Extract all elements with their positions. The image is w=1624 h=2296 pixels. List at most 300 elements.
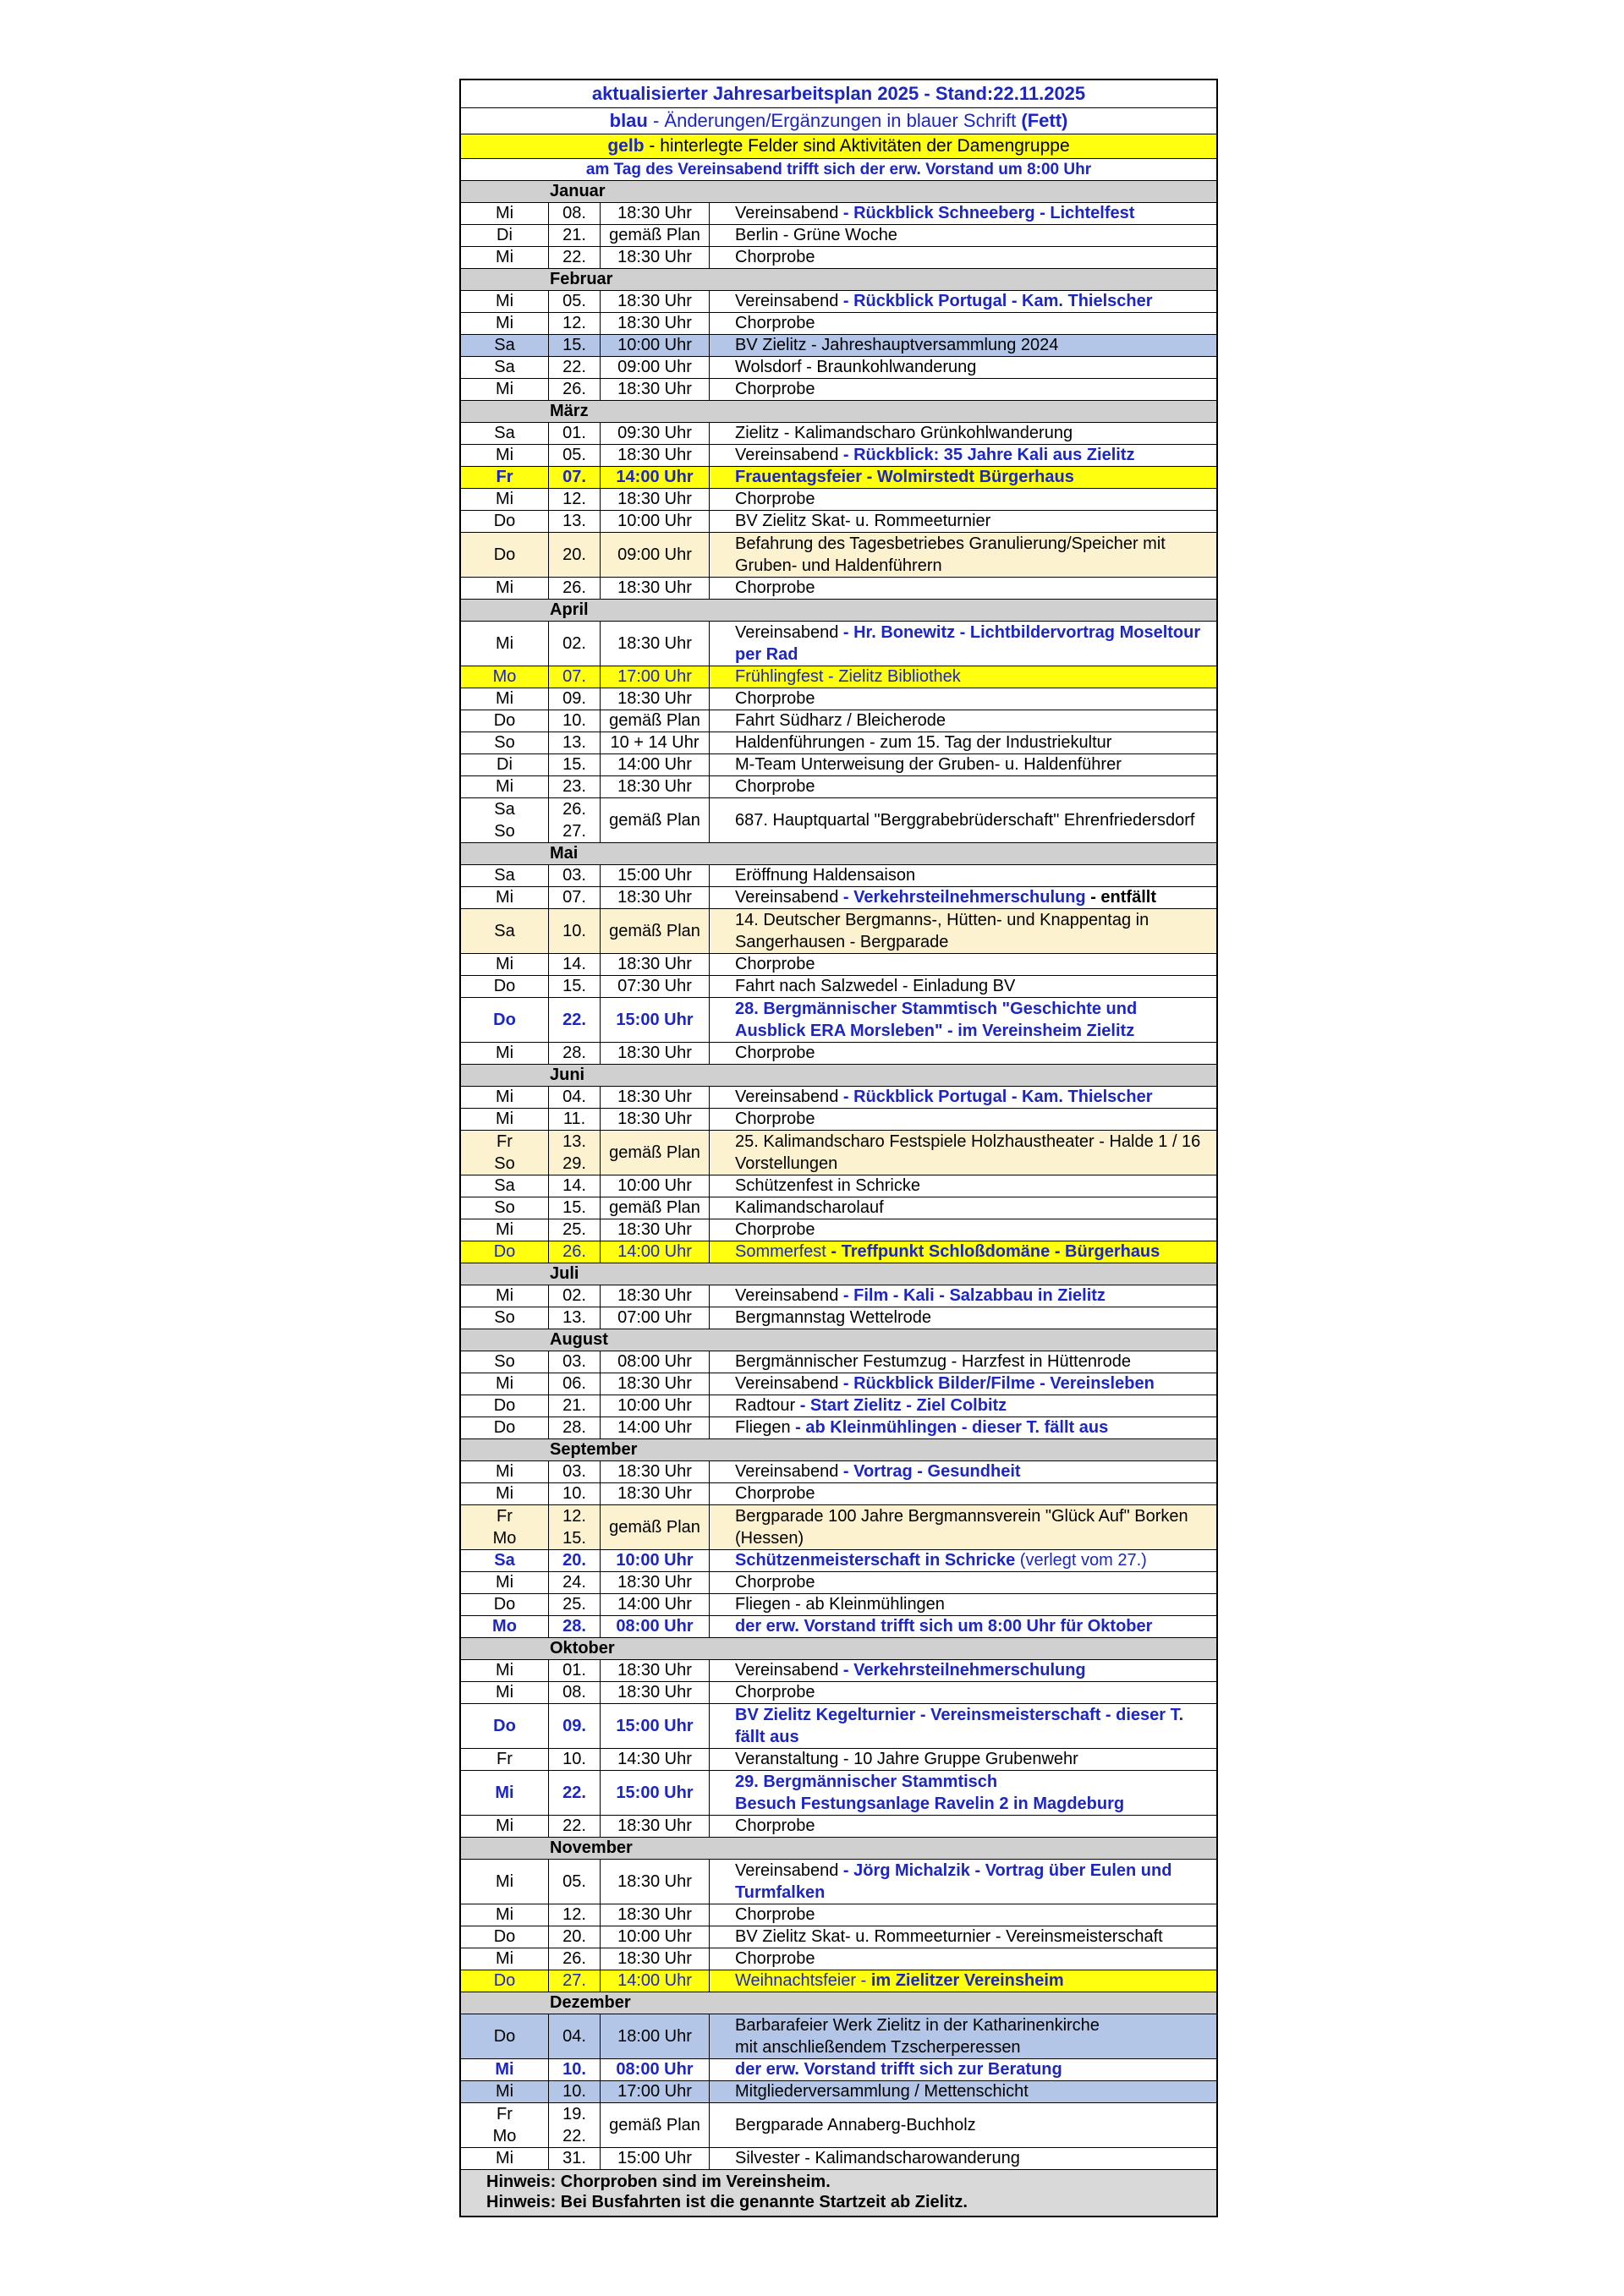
time-cell: 18:30 Uhr: [601, 1904, 710, 1926]
time-cell: 18:00 Uhr: [601, 2014, 710, 2058]
weekday-cell: Fr: [461, 1749, 549, 1770]
event-cell: [710, 1373, 1216, 1395]
weekday-cell: Mi: [461, 1904, 549, 1926]
time-cell: 18:30 Uhr: [601, 247, 710, 268]
vorstand-note: am Tag des Vereinsabend trifft sich der erw. Vorstand um 8:00 Uhr: [461, 159, 1216, 181]
time-cell: 09:30 Uhr: [601, 423, 710, 444]
month-label: Mai: [550, 844, 579, 863]
event-cell: 25. Kalimandscharo Festspiele Holzhaustheater - Halde 1 / 16 Vorstellungen: [735, 1132, 1201, 1173]
time-cell: 10:00 Uhr: [601, 1550, 710, 1571]
time-cell: 18:30 Uhr: [601, 1373, 710, 1395]
day-cell: 22.: [549, 1816, 601, 1837]
table-row: [461, 1087, 1216, 1109]
event-cell: Bergmannstag Wettelrode: [735, 1308, 931, 1327]
weekday-cell: Mi: [461, 379, 549, 400]
weekday-cell: Mi: [461, 1771, 549, 1815]
time-cell: 18:30 Uhr: [601, 1860, 710, 1904]
table-row: [461, 335, 1216, 357]
event-highlight: - Verkehrsteilnehmerschulung: [842, 888, 1086, 907]
table-row: [461, 2148, 1216, 2170]
day-cell: 20.: [549, 533, 601, 577]
event-cell: Fahrt nach Salzwedel - Einladung BV: [735, 977, 1016, 995]
time-cell: 18:30 Uhr: [601, 489, 710, 510]
time-cell: 18:30 Uhr: [601, 1087, 710, 1108]
event-cell: M-Team Unterweisung der Gruben- u. Haldenführer: [735, 755, 1122, 774]
time-cell: 14:30 Uhr: [601, 1749, 710, 1770]
event-cell: [710, 622, 1216, 666]
event-cell: Chorprobe: [735, 1683, 815, 1701]
day-cell: 25.: [549, 1219, 601, 1241]
table-row: [461, 1682, 1216, 1704]
event-cell: Bergparade Annaberg-Buchholz: [735, 2116, 976, 2134]
time-cell: 18:30 Uhr: [601, 1109, 710, 1130]
table-row: [461, 203, 1216, 225]
event-cell: BV Zielitz Kegelturnier - Vereinsmeisterschaft - dieser T. fällt aus: [735, 1706, 1184, 1746]
time-cell: 08:00 Uhr: [601, 2059, 710, 2080]
weekday-cell: [461, 798, 549, 842]
day-cell: 08.: [549, 203, 601, 224]
time-cell: 17:00 Uhr: [601, 2081, 710, 2102]
event-text: Vereinsabend: [735, 1462, 843, 1481]
table-row: [461, 2081, 1216, 2103]
event-cell: Chorprobe: [735, 248, 815, 266]
time-cell: 14:00 Uhr: [601, 1241, 710, 1263]
table-row: [461, 1395, 1216, 1417]
day-cell: 10.: [549, 1483, 601, 1504]
table-row: [461, 1660, 1216, 1682]
day-cell: 12.: [549, 313, 601, 334]
legend-blue-text: - Änderungen/Ergänzungen in blauer Schrift: [647, 110, 1022, 131]
day-cell: 10.: [549, 710, 601, 732]
time-cell: gemäß Plan: [601, 1505, 710, 1549]
weekday-start: Fr: [497, 2105, 513, 2123]
time-cell: 15:00 Uhr: [601, 865, 710, 886]
day-cell: 02.: [549, 622, 601, 666]
day-cell: 15.: [549, 976, 601, 997]
table-row: [461, 2059, 1216, 2081]
event-cell: Wolsdorf - Braunkohlwanderung: [735, 358, 977, 376]
table-row: [461, 467, 1216, 489]
day-cell: 14.: [549, 954, 601, 975]
month-label: September: [550, 1440, 638, 1459]
event-cell: Bergparade 100 Jahre Bergmannsverein "Glück Auf" Borken (Hessen): [735, 1507, 1188, 1548]
time-cell: 18:30 Uhr: [601, 622, 710, 666]
time-cell: 09:00 Uhr: [601, 533, 710, 577]
legend-blue: [461, 108, 1216, 134]
day-cell: 04.: [549, 1087, 601, 1108]
table-row: [461, 754, 1216, 776]
month-header: [461, 1638, 1216, 1660]
day-cell: 06.: [549, 1373, 601, 1395]
weekday-cell: Mi: [461, 887, 549, 908]
day-cell: 08.: [549, 1682, 601, 1703]
day-start: 26.: [562, 800, 586, 819]
day-cell: 10.: [549, 909, 601, 953]
day-cell: 01.: [549, 423, 601, 444]
weekday-cell: [461, 1131, 549, 1175]
day-cell: 26.: [549, 379, 601, 400]
day-cell: 26.: [549, 578, 601, 599]
event-text: Sommerfest: [735, 1242, 831, 1261]
time-cell: 14:00 Uhr: [601, 467, 710, 488]
day-cell: 10.: [549, 2059, 601, 2080]
weekday-start: Sa: [494, 800, 515, 819]
day-cell: 21.: [549, 225, 601, 246]
time-cell: 18:30 Uhr: [601, 1219, 710, 1241]
weekday-cell: Mi: [461, 489, 549, 510]
table-row: [461, 1417, 1216, 1439]
table-row: [461, 666, 1216, 688]
day-cell: 28.: [549, 1616, 601, 1637]
event-text: Vereinsabend: [735, 1374, 843, 1393]
table-row: [461, 865, 1216, 887]
event-highlight: im Zielitzer Vereinsheim: [870, 1971, 1064, 1990]
event-cell: Befahrung des Tagesbetriebes Granulierung/Speicher mit Gruben- und Haldenführern: [735, 534, 1166, 575]
day-cell: 21.: [549, 1395, 601, 1417]
table-row: [461, 357, 1216, 379]
table-row: [461, 445, 1216, 467]
day-cell: 03.: [549, 1461, 601, 1482]
legend-blue-fett: (Fett): [1021, 110, 1068, 131]
event-cell: Schützenfest in Schricke: [735, 1176, 920, 1195]
table-row: [461, 710, 1216, 732]
event-cell: Chorprobe: [735, 1817, 815, 1835]
table-row: [461, 909, 1216, 954]
event-cell: [710, 203, 1216, 224]
table-row: [461, 1749, 1216, 1771]
time-cell: 15:00 Uhr: [601, 1771, 710, 1815]
weekday-cell: Mi: [461, 1285, 549, 1307]
note-busfahrten: Hinweis: Bei Busfahrten ist die genannte Startzeit ab Zielitz.: [486, 2193, 968, 2211]
event-highlight: - Rückblick Portugal - Kam. Thielscher: [842, 292, 1153, 310]
table-row: [461, 423, 1216, 445]
event-highlight: - Treffpunkt Schloßdomäne - Bürgerhaus: [831, 1242, 1160, 1261]
day-cell: 12.: [549, 489, 601, 510]
day-cell: 22.: [549, 1771, 601, 1815]
event-cell: Chorprobe: [735, 1905, 815, 1924]
event-highlight: - Verkehrsteilnehmerschulung: [842, 1661, 1086, 1680]
time-cell: 14:00 Uhr: [601, 1594, 710, 1615]
month-header: [461, 1065, 1216, 1087]
table-row: [461, 1550, 1216, 1572]
event-cell: Fliegen - ab Kleinmühlingen: [735, 1595, 945, 1614]
day-cell: [549, 2103, 601, 2147]
month-label: Juni: [550, 1066, 585, 1084]
weekday-cell: Do: [461, 1594, 549, 1615]
table-row: [461, 1904, 1216, 1926]
day-cell: [549, 1505, 601, 1549]
time-cell: 10 + 14 Uhr: [601, 732, 710, 753]
month-header: [461, 401, 1216, 423]
time-cell: 15:00 Uhr: [601, 998, 710, 1042]
weekday-cell: Mi: [461, 2148, 549, 2169]
table-row: [461, 732, 1216, 754]
time-cell: 18:30 Uhr: [601, 1682, 710, 1703]
day-end: 15.: [562, 1529, 586, 1548]
table-row: [461, 1948, 1216, 1970]
event-cell: Silvester - Kalimandscharowanderung: [735, 2149, 1020, 2167]
time-cell: gemäß Plan: [601, 1131, 710, 1175]
time-cell: 14:00 Uhr: [601, 754, 710, 775]
time-cell: 14:00 Uhr: [601, 1970, 710, 1992]
time-cell: gemäß Plan: [601, 710, 710, 732]
time-cell: 08:00 Uhr: [601, 1351, 710, 1373]
table-row: [461, 1043, 1216, 1065]
day-cell: 28.: [549, 1417, 601, 1438]
event-cell: [710, 1461, 1216, 1482]
weekday-cell: Mi: [461, 203, 549, 224]
month-header: [461, 1992, 1216, 2014]
event-text: Vereinsabend: [735, 1088, 843, 1106]
time-cell: 18:30 Uhr: [601, 688, 710, 710]
event-line-1: 29. Bergmännischer Stammtisch: [735, 1773, 998, 1791]
event-cell: Chorprobe: [735, 1949, 815, 1968]
weekday-cell: Mi: [461, 291, 549, 312]
day-cell: 14.: [549, 1175, 601, 1197]
table-row: [461, 776, 1216, 798]
table-row: [461, 998, 1216, 1043]
weekday-cell: Mi: [461, 622, 549, 666]
weekday-cell: Sa: [461, 865, 549, 886]
day-cell: 23.: [549, 776, 601, 797]
day-cell: 27.: [549, 1970, 601, 1992]
table-row: [461, 247, 1216, 269]
time-cell: 18:30 Uhr: [601, 1948, 710, 1970]
weekday-cell: Do: [461, 1417, 549, 1438]
event-text: Fliegen: [735, 1418, 796, 1437]
month-label: Januar: [550, 182, 606, 200]
table-row: [461, 1219, 1216, 1241]
time-cell: gemäß Plan: [601, 909, 710, 953]
event-line-2: mit anschließendem Tzscherperessen: [735, 2038, 1021, 2057]
day-end: 27.: [562, 822, 586, 841]
table-row: [461, 1307, 1216, 1329]
event-cell: 687. Hauptquartal "Berggrabebrüderschaft" Ehrenfriedersdorf: [735, 811, 1195, 830]
event-cell: Veranstaltung - 10 Jahre Gruppe Grubenwehr: [735, 1750, 1078, 1768]
event-cell: [710, 887, 1216, 908]
weekday-cell: Mi: [461, 1043, 549, 1064]
time-cell: 15:00 Uhr: [601, 1704, 710, 1748]
table-row: [461, 1483, 1216, 1505]
weekday-cell: Di: [461, 754, 549, 775]
month-header: [461, 181, 1216, 203]
event-cell: [710, 2014, 1216, 2058]
time-cell: 18:30 Uhr: [601, 1816, 710, 1837]
table-row: [461, 1860, 1216, 1904]
table-row: [461, 1373, 1216, 1395]
weekday-cell: Sa: [461, 423, 549, 444]
weekday-cell: So: [461, 1351, 549, 1373]
event-line-2: Besuch Festungsanlage Ravelin 2 in Magdeburg: [735, 1795, 1125, 1813]
time-cell: 07:00 Uhr: [601, 1307, 710, 1329]
time-cell: 18:30 Uhr: [601, 1572, 710, 1593]
month-label: April: [550, 600, 589, 619]
weekday-cell: Do: [461, 710, 549, 732]
day-cell: 20.: [549, 1550, 601, 1571]
event-cell: Mitgliederversammlung / Mettenschicht: [735, 2082, 1029, 2101]
weekday-cell: Fr: [461, 467, 549, 488]
time-cell: 14:00 Uhr: [601, 1417, 710, 1438]
weekday-cell: Mi: [461, 1219, 549, 1241]
time-cell: 10:00 Uhr: [601, 335, 710, 356]
weekday-cell: Mi: [461, 1087, 549, 1108]
day-cell: [549, 798, 601, 842]
event-cell: Chorprobe: [735, 1573, 815, 1592]
event-cell: [710, 1970, 1216, 1992]
day-cell: 28.: [549, 1043, 601, 1064]
event-cell: [710, 1395, 1216, 1417]
day-cell: 04.: [549, 2014, 601, 2058]
weekday-end: So: [494, 822, 515, 841]
weekday-cell: Mi: [461, 776, 549, 797]
weekday-cell: Di: [461, 225, 549, 246]
weekday-cell: Mi: [461, 954, 549, 975]
event-cell: Kalimandscharolauf: [735, 1198, 884, 1217]
month-label: März: [550, 402, 589, 420]
day-cell: 13.: [549, 511, 601, 532]
day-cell: 10.: [549, 2081, 601, 2102]
event-highlight: - Rückblick Schneeberg - Lichtelfest: [842, 204, 1135, 222]
day-cell: 12.: [549, 1904, 601, 1926]
legend-yellow: [461, 134, 1216, 159]
weekday-cell: Mi: [461, 1660, 549, 1681]
event-text: Vereinsabend: [735, 888, 843, 907]
table-row: [461, 291, 1216, 313]
weekday-cell: Mi: [461, 1816, 549, 1837]
event-cell: Fahrt Südharz / Bleicherode: [735, 711, 946, 730]
weekday-cell: So: [461, 1307, 549, 1329]
day-cell: 26.: [549, 1948, 601, 1970]
time-cell: 18:30 Uhr: [601, 1461, 710, 1482]
day-cell: 02.: [549, 1285, 601, 1307]
day-cell: 13.: [549, 732, 601, 753]
time-cell: gemäß Plan: [601, 2103, 710, 2147]
event-cell: Chorprobe: [735, 1044, 815, 1062]
month-label: Juli: [550, 1264, 579, 1283]
event-cell: Chorprobe: [735, 955, 815, 973]
weekday-cell: Do: [461, 1241, 549, 1263]
day-cell: 22.: [549, 357, 601, 378]
time-cell: 18:30 Uhr: [601, 1043, 710, 1064]
notes-section: [461, 2170, 1216, 2216]
event-highlight: - Rückblick Portugal - Kam. Thielscher: [842, 1088, 1153, 1106]
event-cell: BV Zielitz Skat- u. Rommeeturnier - Vereinsmeisterschaft: [735, 1927, 1163, 1946]
time-cell: 18:30 Uhr: [601, 203, 710, 224]
table-row: [461, 489, 1216, 511]
table-row: [461, 1175, 1216, 1197]
weekday-cell: Mi: [461, 1461, 549, 1482]
time-cell: 18:30 Uhr: [601, 887, 710, 908]
table-row: [461, 511, 1216, 533]
event-cell: [710, 1860, 1216, 1904]
time-cell: gemäß Plan: [601, 225, 710, 246]
day-cell: 31.: [549, 2148, 601, 2169]
month-header: [461, 1329, 1216, 1351]
table-row: [461, 688, 1216, 710]
time-cell: gemäß Plan: [601, 1197, 710, 1219]
table-row: [461, 1285, 1216, 1307]
month-header: [461, 843, 1216, 865]
event-cell: Chorprobe: [735, 689, 815, 708]
event-cell: [710, 1660, 1216, 1681]
legend-blue-key: blau: [609, 110, 648, 131]
event-cell: 14. Deutscher Bergmanns-, Hütten- und Knappentag in Sangerhausen - Bergparade: [735, 911, 1149, 951]
table-row: [461, 1241, 1216, 1263]
legend-yellow-text: - hinterlegte Felder sind Aktivitäten der Damengruppe: [644, 136, 1070, 156]
weekday-cell: Do: [461, 1395, 549, 1417]
time-cell: 18:30 Uhr: [601, 445, 710, 466]
weekday-cell: Mi: [461, 1373, 549, 1395]
weekday-cell: Mi: [461, 578, 549, 599]
day-cell: 15.: [549, 1197, 601, 1219]
event-cell: Zielitz - Kalimandscharo Grünkohlwanderung: [735, 424, 1073, 442]
event-text: Vereinsabend: [735, 1861, 843, 1880]
month-header: [461, 1838, 1216, 1860]
table-row: [461, 2014, 1216, 2059]
time-cell: 18:30 Uhr: [601, 776, 710, 797]
day-cell: 22.: [549, 998, 601, 1042]
event-suffix: (verlegt vom 27.): [1015, 1551, 1147, 1570]
day-cell: 24.: [549, 1572, 601, 1593]
weekday-cell: Mi: [461, 1483, 549, 1504]
event-highlight: - Film - Kali - Salzabbau in Zielitz: [842, 1286, 1106, 1305]
weekday-cell: So: [461, 1197, 549, 1219]
table-row: [461, 622, 1216, 666]
event-text: Vereinsabend: [735, 204, 843, 222]
table-row: [461, 976, 1216, 998]
event-cell: 28. Bergmännischer Stammtisch "Geschichte und Ausblick ERA Morsleben" - im Vereinsheim Zielitz: [735, 1000, 1138, 1040]
month-header: [461, 600, 1216, 622]
time-cell: gemäß Plan: [601, 798, 710, 842]
day-end: 29.: [562, 1154, 586, 1173]
weekday-cell: Sa: [461, 1175, 549, 1197]
day-end: 22.: [562, 2127, 586, 2145]
time-cell: 10:00 Uhr: [601, 1926, 710, 1948]
event-cell: Frühlingfest - Zielitz Bibliothek: [735, 667, 961, 686]
weekday-cell: Do: [461, 976, 549, 997]
month-label: August: [550, 1330, 608, 1349]
event-highlight: - ab Kleinmühlingen - dieser T. fällt aus: [795, 1418, 1109, 1437]
table-row: [461, 954, 1216, 976]
day-cell: 05.: [549, 1860, 601, 1904]
event-highlight: - Hr. Bonewitz - Lichtbildervortrag Moseltour per Rad: [735, 623, 1201, 664]
time-cell: 18:30 Uhr: [601, 379, 710, 400]
weekday-cell: [461, 2103, 549, 2147]
weekday-end: So: [494, 1154, 515, 1173]
day-cell: 25.: [549, 1594, 601, 1615]
time-cell: 17:00 Uhr: [601, 666, 710, 688]
day-cell: 05.: [549, 291, 601, 312]
month-header: [461, 1263, 1216, 1285]
day-cell: 07.: [549, 467, 601, 488]
event-cell: BV Zielitz - Jahreshauptversammlung 2024: [735, 336, 1059, 354]
day-cell: 01.: [549, 1660, 601, 1681]
event-cell: Berlin - Grüne Woche: [735, 226, 897, 244]
table-row: [461, 1816, 1216, 1838]
month-label: Dezember: [550, 1993, 631, 2012]
day-cell: 26.: [549, 1241, 601, 1263]
weekday-cell: Do: [461, 511, 549, 532]
event-cell: [710, 1087, 1216, 1108]
day-cell: [549, 1131, 601, 1175]
table-row: [461, 1594, 1216, 1616]
weekday-cell: Sa: [461, 335, 549, 356]
day-cell: 11.: [549, 1109, 601, 1130]
event-cell: Chorprobe: [735, 1484, 815, 1503]
month-label: Februar: [550, 270, 613, 288]
weekday-start: Fr: [497, 1132, 513, 1151]
plan-title: aktualisierter Jahresarbeitsplan 2025 - Stand:22.11.2025: [461, 80, 1216, 108]
